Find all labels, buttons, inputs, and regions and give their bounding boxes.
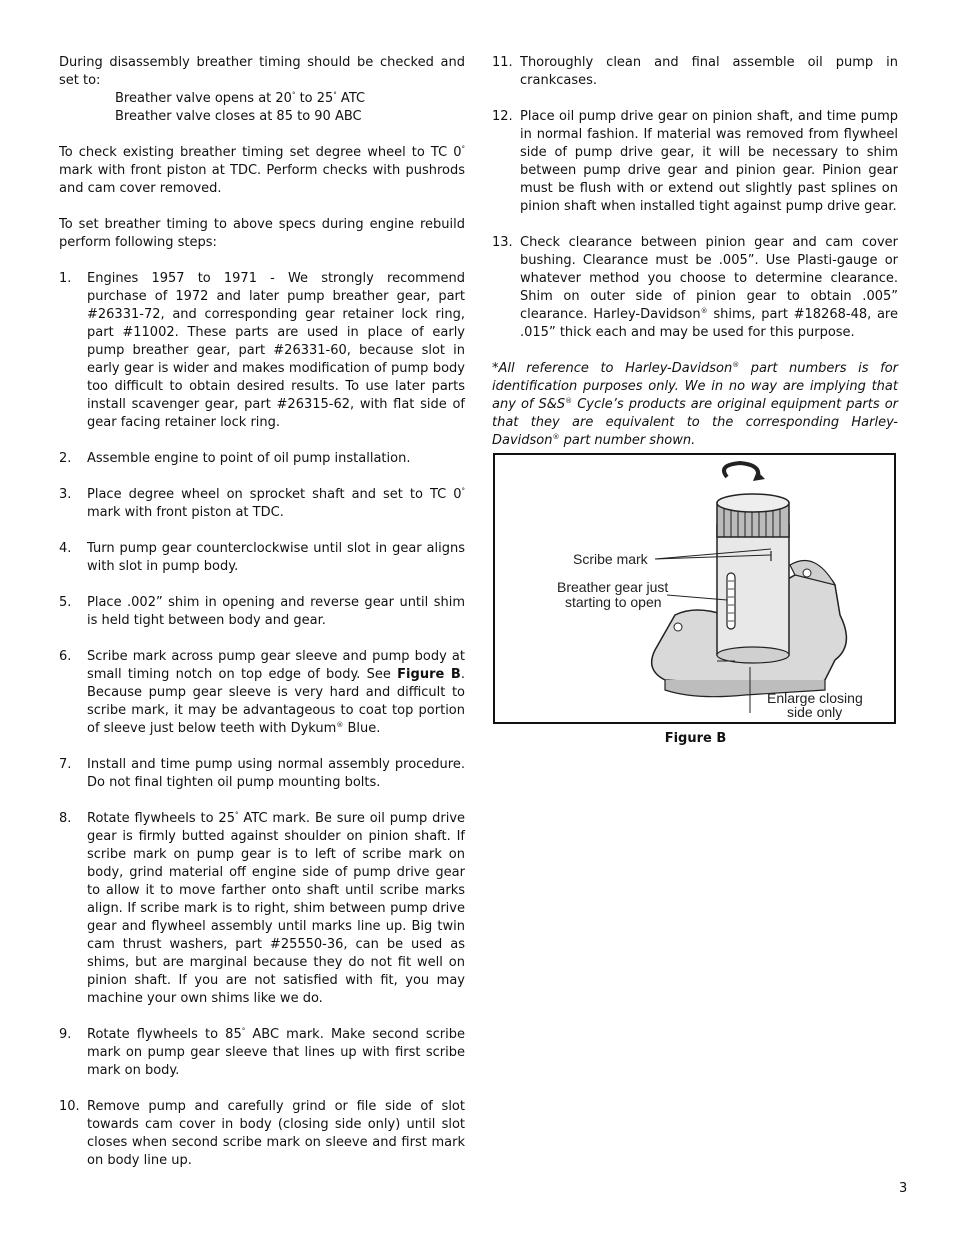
step-6: 6. Scribe mark across pump gear sleeve and pump body at small timing notch on top edge of body. See Figure B. Because pump gear sleeve is very hard and difficult to scribe mark, it may be advantageous to coat top portion of sleeve just below teeth with Dykum® Blue.: [59, 649, 465, 736]
disclaimer-note: *All reference to Harley-Davidson® part numbers is for identification purposes only. We in no way are implying that any of S&S® Cycle’s products are original equipment parts or that they are equivalent to the corresponding Harley-Davidson® part number shown.: [492, 361, 898, 448]
enlarge-label-line1: Enlarge closing: [767, 690, 863, 706]
figure-b: [493, 453, 896, 724]
step-5: 5. Place .002” shim in opening and reverse gear until shim is held tight between body and gear.: [59, 595, 465, 628]
figure-reference: Figure B: [397, 667, 461, 682]
step-13: 13. Check clearance between pinion gear and cam cover bushing. Clearance must be .005”. Use Plasti-gauge or whatever method you choose to determine clearance. Shim on outer side of pinion gear to obtain .005” clearance. Harley-Davidson® shims, part #18268-48, are .015” thick each and may be used for this purpose.: [492, 235, 898, 340]
spec-closes: Breather valve closes at 85 to 90 ABC: [115, 109, 362, 124]
step-10: 10. Remove pump and carefully grind or file side of slot towards cam cover in body (closing side only) until slot closes when second scribe mark on sleeve and first mark on body line up.: [59, 1099, 465, 1168]
step-2: 2. Assemble engine to point of oil pump installation.: [59, 451, 411, 466]
step-3: 3. Place degree wheel on sprocket shaft and set to TC 0° mark with front piston at TDC.: [59, 487, 465, 520]
figure-caption: Figure B: [664, 731, 727, 746]
scribe-mark-label: Scribe mark: [573, 551, 648, 567]
step-1: 1. Engines 1957 to 1971 - We strongly recommend purchase of 1972 and later pump breather gear, part #26331-72, and corresponding gear retainer lock ring, part #11002. These parts are used in place of early pump breather gear, part #26331-60, because slot in early gear is wider and makes modification of pump body too difficult to obtain desired results. To use later parts install scavenger gear, part #26315-62, with flat side of gear facing retainer lock ring.: [59, 271, 465, 430]
step-7: 7. Install and time pump using normal assembly procedure. Do not final tighten oil pump mounting bolts.: [59, 757, 465, 790]
step-8: 8. Rotate flywheels to 25° ATC mark. Be sure oil pump drive gear is firmly butted against shoulder on pinion shaft. If scribe mark on pump gear is to left of scribe mark on body, grind material off engine side of pump drive gear to allow it to move farther onto shaft until scribe marks align. If scribe mark is to right, shim between pump drive gear and flywheel assembly until marks line up. Big twin cam thrust washers, part #25550-36, can be used as shims, but are marginal because they do not fit well on pinion shaft. If you are not satisfied with fit, you may machine your own shims like we do.: [59, 811, 466, 1006]
left-column: [59, 54, 465, 1170]
intro-paragraph: During disassembly breather timing should be checked and set to:: [59, 55, 465, 88]
step-12: 12. Place oil pump drive gear on pinion shaft, and time pump in normal fashion. If material was removed from flywheel side of pump drive gear, it will be necessary to shim between pump drive gear and pinion gear. Pinion gear must be flush with or extend out slightly past splines on pinion shaft when installed tight against pump drive gear.: [492, 109, 898, 214]
rotation-arrow-icon: [724, 463, 758, 479]
step-11: 11. Thoroughly clean and final assemble oil pump in crankcases.: [492, 55, 898, 88]
check-paragraph: To check existing breather timing set degree wheel to TC 0° mark with front piston at TDC. Perform checks with pushrods and cam cover removed.: [59, 145, 465, 196]
step-4: 4. Turn pump gear counterclockwise until slot in gear aligns with slot in pump body.: [59, 541, 465, 574]
breather-label-line2: starting to open: [565, 594, 662, 610]
enlarge-label-line2: side only: [787, 704, 843, 720]
bolt-hole-icon: [674, 623, 682, 631]
breather-label-line1: Breather gear just: [557, 579, 669, 595]
oil-pump-illustration: [495, 455, 894, 722]
steps-intro: To set breather timing to above specs during engine rebuild perform following steps:: [59, 217, 465, 250]
pump-slot: [727, 573, 735, 629]
page-number: 3: [899, 1181, 908, 1196]
right-column: [492, 54, 898, 450]
step-9: 9. Rotate flywheels to 85° ABC mark. Make second scribe mark on pump gear sleeve that lines up with first scribe mark on body.: [59, 1027, 465, 1078]
spec-opens: Breather valve opens at 20° to 25° ATC: [115, 91, 366, 106]
